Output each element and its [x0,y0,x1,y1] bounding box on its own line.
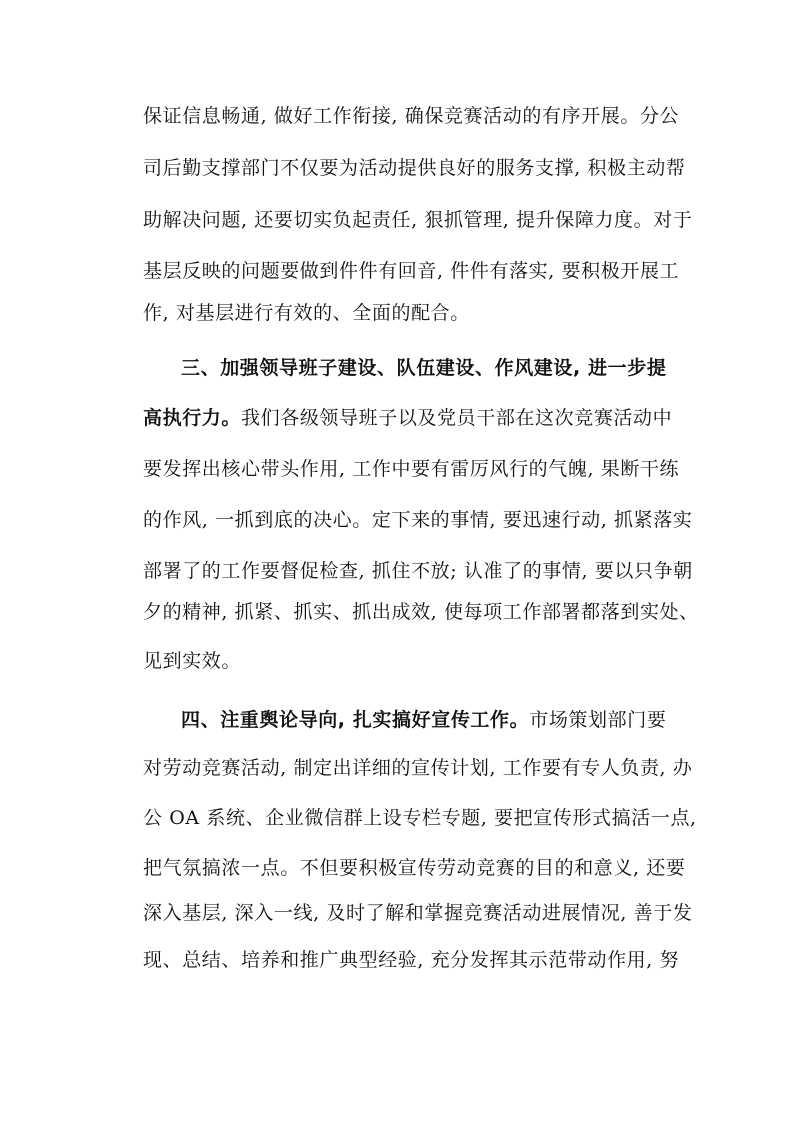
paragraph-line: 要发挥出核心带头作用, 工作中要有雷厉风行的气魄, 果断干练 [143,458,680,480]
paragraph-line: 夕的精神, 抓紧、抓实、抓出成效, 使每项工作部署都落到实处、 [143,601,699,623]
paragraph-line: 的作风, 一抓到底的决心。定下来的事情, 要迅速行动, 抓紧落实 [143,509,693,531]
paragraph-line: 保证信息畅通, 做好工作衔接, 确保竞赛活动的有序开展。分公 [143,105,680,127]
paragraph-line [143,406,672,430]
paragraph-line: 公 OA 系统、企业微信群上设专栏专题, 要把宣传形式搞活一点, [143,807,697,829]
paragraph-line: 见到实效。 [143,650,242,672]
paragraph-line: 对劳动竞赛活动, 制定出详细的宣传计划, 工作要有专人负责, 办 [143,757,693,779]
paragraph-line: 作, 对基层进行有效的、全面的配合。 [143,302,470,324]
section-heading: 三、加强领导班子建设、队伍建设、作风建设, 进一步提 [181,357,667,379]
paragraph-line: 助解决问题, 还要切实负起责任, 狠抓管理, 提升保障力度。对于 [143,209,693,231]
paragraph-line: 基层反映的问题要做到件件有回音, 件件有落实, 要积极开展工 [143,260,680,282]
paragraph-text: 市场策划部门要 [529,709,667,731]
paragraph-line: 把气氛搞浓一点。不但要积极宣传劳动竞赛的目的和意义, 还要 [143,857,686,879]
paragraph-line: 司后勤支撑部门不仅要为活动提供良好的服务支撑, 积极主动帮 [143,157,686,179]
paragraph-text: 我们各级领导班子以及党员干部在这次竞赛活动中 [241,407,673,429]
paragraph-line: 现、总结、培养和推广典型经验, 充分发挥其示范带动作用, 努 [143,949,680,971]
section-heading: 四、注重舆论导向, 扎实搞好宣传工作。 [181,709,530,731]
paragraph-line: 部署了的工作要督促检查, 抓住不放; 认准了的事情, 要以只争朝 [143,560,693,582]
section-heading: 高执行力。 [143,407,242,429]
paragraph-line: 深入基层, 深入一线, 及时了解和掌握竞赛活动进展情况, 善于发 [143,902,693,924]
paragraph-line [181,708,666,732]
